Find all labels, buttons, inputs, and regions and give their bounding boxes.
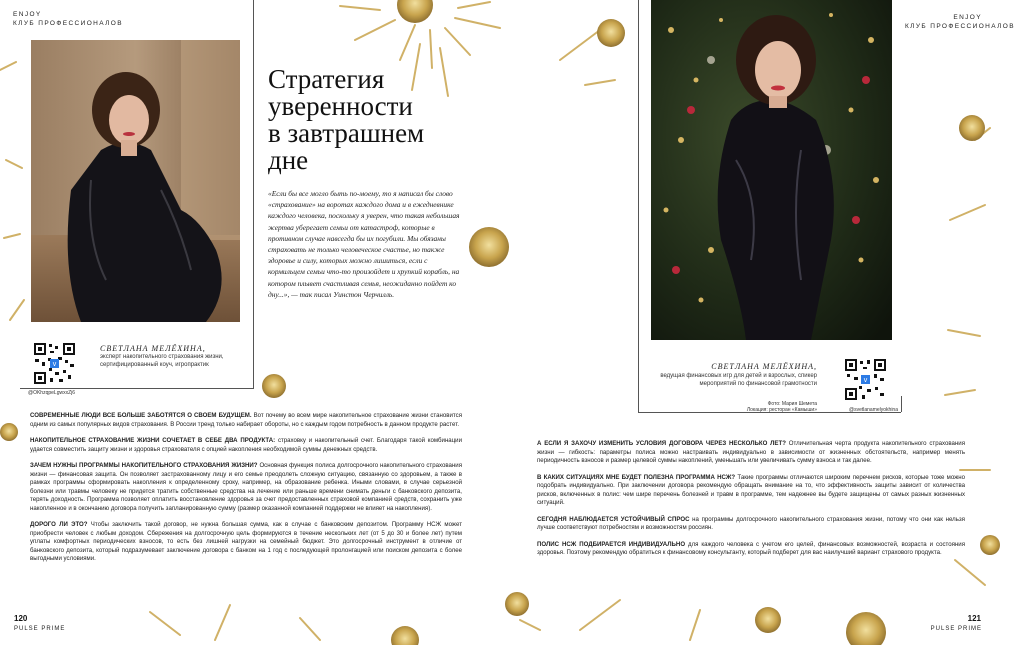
magazine-name-left: PULSE PRIME xyxy=(14,626,66,632)
paragraph xyxy=(30,412,462,429)
author-name-right: СВЕТЛАНА МЕЛЁХИНА, xyxy=(711,362,817,371)
paragraph-text: Такие программы отличаются широким перечнем рисков, которые тоже можно подобрать индивидуально. При заключении договора рекомендую обращать внимание на то, что эффективность защиты зависит от количества рисков, включенных в полис: чем шире перечень болезней и травм в программе, тем надежнее вы будете защищены от самых разных жизненных ситуаций. xyxy=(537,473,965,506)
location-credit: Локация: ресторан «Камыши» xyxy=(746,407,817,413)
paragraph-text: на программы долгосрочного накопительного страхования жизни, потому что они как нельзя лучше соответствуют потребностям и возможностям россиян. xyxy=(537,515,965,531)
author-name-left: СВЕТЛАНА МЕЛЁХИНА, xyxy=(100,344,206,353)
paragraph xyxy=(537,516,965,533)
paragraph-text: Отличительная черта продукта накопительного страхования жизни — гибкость: параметры полиса можно настраивать индивидуально в зависимости от жизненных обстоятельств, например менять периодичность взносов и размер целевой суммы накоплений, уменьшать или увеличивать сумму взноса и так далее. xyxy=(537,440,965,464)
author-role-left: эксперт накопительного страхования жизни, сертифицированный коуч, игропрактик xyxy=(100,354,224,368)
frame-line xyxy=(20,388,254,389)
frame-line xyxy=(638,0,639,412)
svg-text:v: v xyxy=(52,361,57,368)
qr-code-right[interactable] xyxy=(844,358,887,401)
paragraph xyxy=(30,521,462,564)
paragraph-lead: ДОРОГО ЛИ ЭТО? xyxy=(30,521,88,528)
paragraph-text: Основная функция полиса долгосрочного накопительного страхования жизни — финансовая защита. Он позволяет застрахованному лицу и его семье преодолеть сложную ситуацию, связанную со здоровьем, а также в рамках программы сформировать накопления к определенному сроку, например, на образование ребенка. Иными словами, в случае серьезной болезни или травмы человеку не придется тратить собственные средства на лечение или раньше времени снимать деньги с банковского депозита, терять доходность. Программа позволяет оплатить восстановление здоровья за счет предоставленных страховой компанией средств, сохранить уже накопленное и в окончанию договора получить запланированную сумму (размер оказанной компанией поддержки не влияет на накопления). xyxy=(30,462,462,512)
paragraph xyxy=(537,541,965,558)
paragraph-lead: А ЕСЛИ Я ЗАХОЧУ ИЗМЕНИТЬ УСЛОВИЯ ДОГОВОРА ЧЕРЕЗ НЕСКОЛЬКО ЛЕТ? xyxy=(537,440,786,447)
frame-line xyxy=(901,396,902,412)
paragraph xyxy=(30,462,462,513)
left-page-header xyxy=(13,10,123,28)
section-label: КЛУБ ПРОФЕССИОНАЛОВ xyxy=(13,20,123,27)
paragraph-lead: ЗАЧЕМ НУЖНЫ ПРОГРАММЫ НАКОПИТЕЛЬНОГО СТРАХОВАНИЯ ЖИЗНИ? xyxy=(30,462,258,469)
qr-handle-left[interactable]: @OKhzqpeLgwxxZj6 xyxy=(28,390,76,396)
brand-label: ENJOY xyxy=(13,11,42,18)
section-label: КЛУБ ПРОФЕССИОНАЛОВ xyxy=(905,23,1015,30)
author-role-right: ведущая финансовых игр для детей и взрослых, спикер мероприятий по финансовой грамотности xyxy=(660,373,817,387)
right-page-header xyxy=(905,13,1015,31)
paragraph xyxy=(537,440,965,466)
page-number-right: 121 xyxy=(967,614,981,623)
portrait-photo-right xyxy=(651,0,892,340)
paragraph-text: для каждого человека с учетом его целей, финансовых возможностей, возраста и состояния здоровья. Поэтому рекомендую обратиться к финансовому консультанту, который подберет для вас наилучший вариант страхового продукта. xyxy=(537,540,965,556)
paragraph xyxy=(30,437,462,454)
portrait-photo-left xyxy=(31,40,240,322)
lead-quote: «Если бы все могло быть по-моему, то я написал бы слово «страхование» на воротах каждого дома и в ежедневнике каждого человека, поскольку я уверен, что такая небольшая жертва уберегает семьи от катастроф, которые в противном случае навсегда бы их погубили. Мы обязаны страховать не только человеческое счастье, но также здоровье и силу, которых можно лишиться, если с кормильцем семьи что-то произойдет и хрупкий корабль, на котором плывет счастливая семья, неожиданно пойдет ко дну...», — так писал Уинстон Черчилль. xyxy=(268,189,460,299)
svg-text:v: v xyxy=(863,377,868,384)
paragraph xyxy=(537,474,965,508)
brand-label: ENJOY xyxy=(953,14,982,21)
right-body-text xyxy=(537,440,965,566)
qr-handle-right[interactable]: @svetlanamelyokhina xyxy=(849,407,898,413)
qr-code-left[interactable] xyxy=(33,342,76,385)
paragraph-lead: СОВРЕМЕННЫЕ ЛЮДИ ВСЕ БОЛЬШЕ ЗАБОТЯТСЯ О СВОЕМ БУДУЩЕМ. xyxy=(30,412,252,419)
photo-credit: Фото: Мария Шемета xyxy=(767,401,817,407)
paragraph-lead: В КАКИХ СИТУАЦИЯХ МНЕ БУДЕТ ПОЛЕЗНА ПРОГРАММА НСЖ? xyxy=(537,473,736,481)
paragraph-text: Чтобы заключить такой договор, не нужна большая сумма, как в случае с банковским депозитом. Программу НСЖ может приобрести человек с любым доходом. Сбережения на долгосрочную цель формируются в течение нескольких лет (от 5 до 30 и более лет) путем уплаты комфортных периодических взносов, то есть без лишней нагрузки на семейный бюджет. Это долгосрочный инструмент в отличие от банковского депозита, который подразумевает заключение договора с банком на 1 год с последующей пролонгацией или поиском депозита с более выгодными условиями. xyxy=(30,521,462,562)
paragraph-lead: ПОЛИС НСЖ ПОДБИРАЕТСЯ ИНДИВИДУАЛЬНО xyxy=(537,540,686,548)
magazine-name-right: PULSE PRIME xyxy=(930,626,982,632)
paragraph-lead: СЕГОДНЯ НАБЛЮДАЕТСЯ УСТОЙЧИВЫЙ СПРОС xyxy=(537,515,690,523)
paragraph-text: Вот почему во всем мире накопительное страхование жизни становится одним из самых популярных видов страхования. В России тренд только набирает обороты, но с каждым годом потребность в данном продукте растет. xyxy=(30,412,462,428)
left-body-text xyxy=(30,412,462,572)
article-title: Стратегия уверенности в завтрашнем дне xyxy=(268,64,425,175)
paragraph-text: страховку и накопительный счет. Благодаря такой комбинации удается совместить защиту жизни и здоровья страхователя с опцией накопления необходимой суммы денежных средств. xyxy=(30,437,462,453)
paragraph-lead: НАКОПИТЕЛЬНОЕ СТРАХОВАНИЕ ЖИЗНИ СОЧЕТАЕТ В СЕБЕ ДВА ПРОДУКТА: xyxy=(30,437,276,444)
frame-line xyxy=(253,0,254,388)
page-number-left: 120 xyxy=(14,614,28,623)
